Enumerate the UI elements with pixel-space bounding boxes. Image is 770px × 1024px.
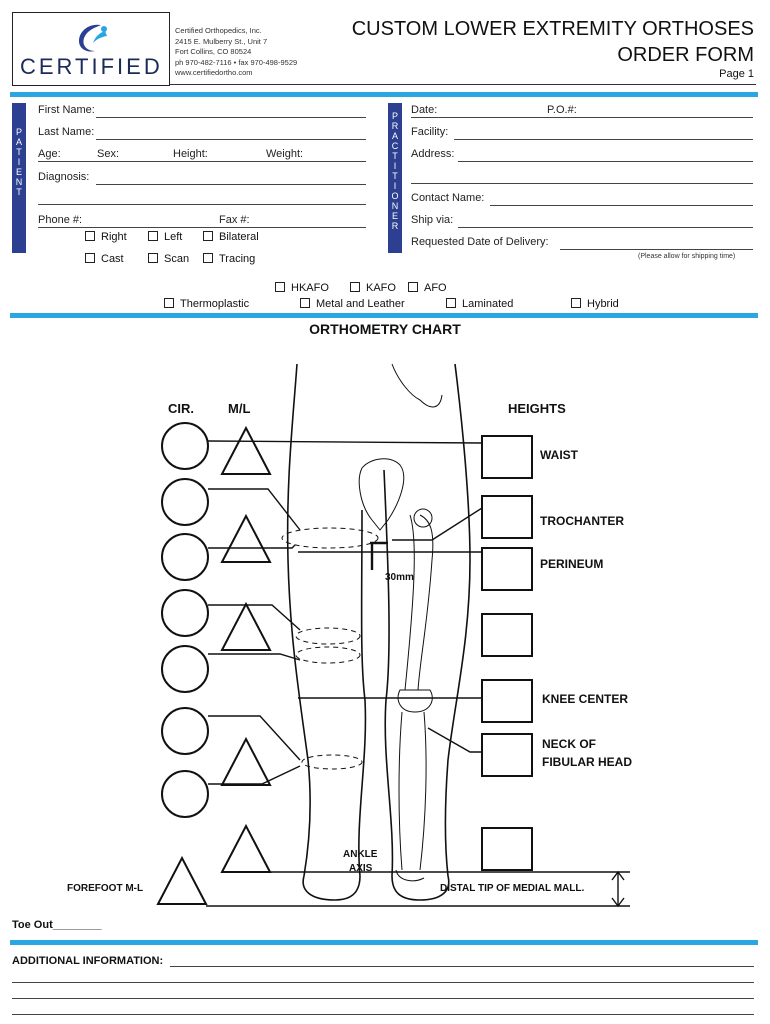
last-name-field[interactable] xyxy=(96,139,366,140)
first-name-label: First Name: xyxy=(38,104,95,116)
neck-fibular-label-1: NECK OF xyxy=(542,737,596,751)
po-label: P.O.#: xyxy=(547,104,577,116)
header-divider xyxy=(170,84,756,85)
form-title-line2: ORDER FORM xyxy=(617,44,754,66)
facility-field[interactable] xyxy=(454,139,753,140)
patient-side-bar: P A T I E N T xyxy=(12,103,26,253)
additional-info-line-1[interactable] xyxy=(170,966,754,967)
company-phone: ph 970-482-7116 • fax 970-498-9529 xyxy=(175,57,298,67)
ship-via-label: Ship via: xyxy=(411,214,454,226)
address-field[interactable] xyxy=(458,161,753,162)
requested-date-field[interactable] xyxy=(560,249,753,250)
company-info xyxy=(175,26,297,79)
leg-outline-left xyxy=(288,364,310,876)
additional-info-line-4[interactable] xyxy=(12,1014,754,1015)
height-label: Height: xyxy=(173,148,208,160)
company-city: Fort Collins, CO 80524 xyxy=(175,47,252,56)
tibia xyxy=(399,712,402,870)
left-checkbox[interactable]: Left xyxy=(148,231,182,243)
logo-text: CERTIFIED xyxy=(20,54,163,79)
company-website: www.certifiedortho.com xyxy=(175,68,253,77)
weight-label: Weight: xyxy=(266,148,304,160)
laminated-checkbox[interactable]: Laminated xyxy=(446,298,513,310)
femur-inner xyxy=(405,515,414,690)
forefoot-label: FOREFOOT M-L xyxy=(67,883,144,894)
orthometry-diagram xyxy=(0,340,770,920)
right-checkbox[interactable]: Right xyxy=(85,231,127,243)
ankle-axis-label-2: AXIS xyxy=(349,863,373,874)
leg-outline-mid-left xyxy=(359,510,366,876)
bilateral-checkbox[interactable]: Bilateral xyxy=(203,231,259,243)
perineum-marker xyxy=(370,543,388,570)
page-label: Page 1 xyxy=(719,68,754,80)
contact-name-label: Contact Name: xyxy=(411,192,485,204)
pelvis xyxy=(359,459,404,530)
ankle-axis-label-1: ANKLE xyxy=(343,849,378,860)
cir-circles xyxy=(162,423,208,817)
phone-label: Phone #: xyxy=(38,214,83,226)
additional-info-label: ADDITIONAL INFORMATION: xyxy=(12,955,164,967)
chart-title: ORTHOMETRY CHART xyxy=(309,321,461,337)
scan-checkbox[interactable]: Scan xyxy=(148,253,189,265)
kafo-checkbox[interactable]: KAFO xyxy=(350,282,396,294)
practitioner-side-bar: P R A C T I T I O N E R xyxy=(388,103,402,253)
diagnosis-field-2[interactable] xyxy=(38,204,366,205)
additional-info-line-2[interactable] xyxy=(12,982,754,983)
form-title-line1: CUSTOM LOWER EXTREMITY ORTHOSES xyxy=(351,18,754,40)
diagnosis-label: Diagnosis: xyxy=(38,171,90,183)
height-boxes xyxy=(482,436,532,870)
company-street: 2415 E. Mulberry St., Unit 7 xyxy=(175,36,268,46)
certified-logo-icon xyxy=(71,21,115,55)
cir-label: CIR. xyxy=(168,401,194,416)
ship-via-field[interactable] xyxy=(458,227,753,228)
perineum-label: PERINEUM xyxy=(540,557,604,571)
fax-label: Fax #: xyxy=(219,214,250,226)
spine-detail xyxy=(392,364,442,407)
toe-out-field[interactable]: Toe Out________ xyxy=(12,919,102,931)
age-label: Age: xyxy=(38,148,61,160)
knee-joint xyxy=(398,690,432,712)
thermoplastic-checkbox[interactable]: Thermoplastic xyxy=(164,298,249,310)
first-name-field[interactable] xyxy=(96,117,366,118)
trochanter-label: TROCHANTER xyxy=(540,514,624,528)
top-blue-rule xyxy=(10,92,758,97)
leg-outline-right xyxy=(445,364,470,876)
left-foot xyxy=(303,876,360,900)
age-sex-field[interactable] xyxy=(38,161,366,162)
leg-outline-mid-right xyxy=(384,470,392,876)
address-field-2[interactable] xyxy=(411,183,753,184)
shipping-note: (Please allow for shipping time) xyxy=(638,253,736,260)
femur xyxy=(418,515,433,690)
date-label: Date: xyxy=(411,104,438,116)
last-name-label: Last Name: xyxy=(38,126,95,138)
address-label: Address: xyxy=(411,148,455,160)
neck-fibular-label-2: FIBULAR HEAD xyxy=(542,755,632,769)
mid-blue-rule xyxy=(10,313,758,318)
contact-name-field[interactable] xyxy=(490,205,753,206)
cast-checkbox[interactable]: Cast xyxy=(85,253,124,265)
requested-date-label: Requested Date of Delivery: xyxy=(411,236,549,248)
diagnosis-field[interactable] xyxy=(96,184,366,185)
distal-tip-label: DISTAL TIP OF MEDIAL MALL. xyxy=(440,883,585,894)
fibula xyxy=(420,712,426,870)
company-name: Certified Orthopedics, Inc. xyxy=(175,26,262,35)
ml-label: M/L xyxy=(228,401,251,416)
phone-fax-field[interactable] xyxy=(38,227,366,228)
bottom-blue-rule xyxy=(10,940,758,945)
hybrid-checkbox[interactable]: Hybrid xyxy=(571,298,619,310)
knee-center-label: KNEE CENTER xyxy=(542,692,629,706)
date-po-field[interactable] xyxy=(411,117,753,118)
femoral-head xyxy=(414,509,432,527)
sex-label: Sex: xyxy=(97,148,120,160)
heights-label: HEIGHTS xyxy=(508,401,566,416)
additional-info-line-3[interactable] xyxy=(12,998,754,999)
metal-leather-checkbox[interactable]: Metal and Leather xyxy=(300,298,405,310)
thirty-mm-label: 30mm xyxy=(385,572,414,583)
tracing-checkbox[interactable]: Tracing xyxy=(203,253,255,265)
facility-label: Facility: xyxy=(411,126,449,138)
hkafo-checkbox[interactable]: HKAFO xyxy=(275,282,329,294)
afo-checkbox[interactable]: AFO xyxy=(408,282,447,294)
waist-label: WAIST xyxy=(540,448,578,462)
